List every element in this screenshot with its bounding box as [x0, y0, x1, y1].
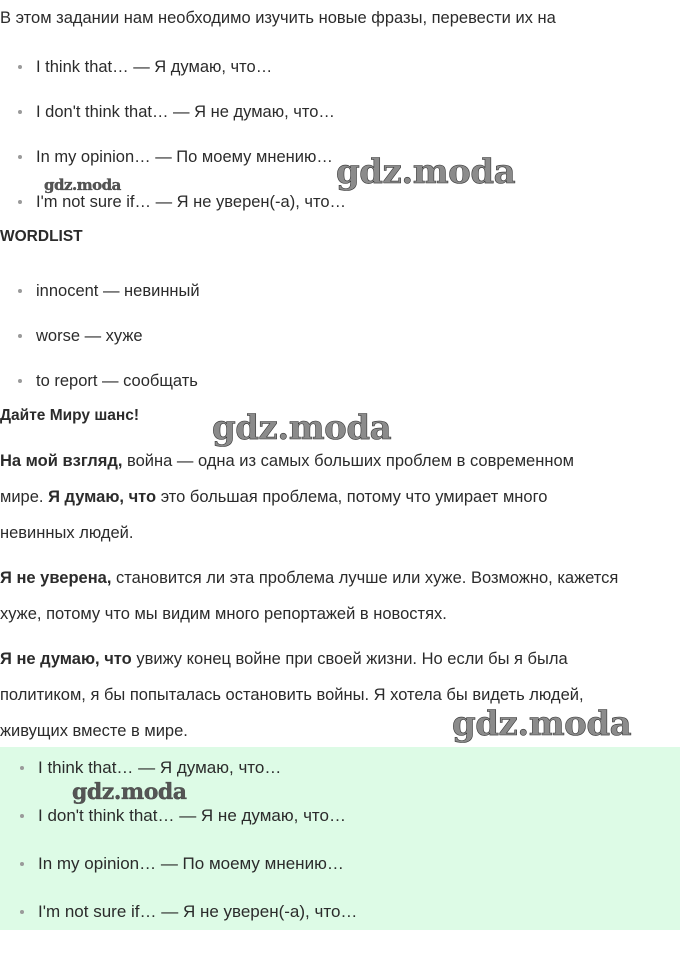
intro-text: В этом задании нам необходимо изучить новые фразы, перевести их на — [0, 9, 556, 27]
bullet-icon — [20, 910, 24, 914]
list-item: innocent — невинный — [18, 273, 200, 309]
list-item: In my opinion… — По моему мнению… — [18, 139, 333, 175]
list-item: to report — сообщать — [18, 363, 198, 399]
watermark-logo: gdz.moda — [336, 152, 516, 192]
list-item: I don't think that… — Я не думаю, что… — [20, 798, 346, 834]
list-item: I think that… — Я думаю, что… — [18, 49, 272, 85]
wordlist-heading: WORDLIST — [0, 228, 83, 245]
cut-text-fragment — [60, 40, 170, 44]
list-item: I'm not sure if… — Я не уверен(-а), что… — [20, 894, 357, 930]
bold-phrase: Я думаю, что — [48, 488, 157, 506]
bold-phrase: Я не думаю, что — [0, 650, 132, 668]
bold-phrase: На мой взгляд, — [0, 452, 123, 470]
answer-box — [0, 747, 680, 930]
bullet-icon — [18, 334, 22, 338]
bullet-icon — [18, 65, 22, 69]
bullet-icon — [18, 200, 22, 204]
bullet-icon — [20, 862, 24, 866]
bullet-icon — [20, 766, 24, 770]
bullet-icon — [18, 110, 22, 114]
bullet-icon — [18, 379, 22, 383]
bullet-icon — [18, 155, 22, 159]
watermark-logo: gdz.moda — [452, 704, 632, 744]
bold-phrase: Я не уверена, — [0, 569, 112, 587]
bullet-icon — [18, 289, 22, 293]
bullet-icon — [20, 814, 24, 818]
list-item: I'm not sure if… — Я не уверен(-а), что… — [18, 184, 346, 220]
list-item: I think that… — Я думаю, что… — [20, 750, 281, 786]
list-item: worse — хуже — [18, 318, 143, 354]
watermark-logo: gdz.moda — [44, 176, 121, 194]
list-item: In my opinion… — По моему мнению… — [20, 846, 344, 882]
watermark-logo: gdz.moda — [212, 408, 392, 448]
list-item: I don't think that… — Я не думаю, что… — [18, 94, 335, 130]
watermark-logo: gdz.moda — [72, 779, 187, 805]
essay-title: Дайте Миру шанс! — [0, 407, 140, 424]
